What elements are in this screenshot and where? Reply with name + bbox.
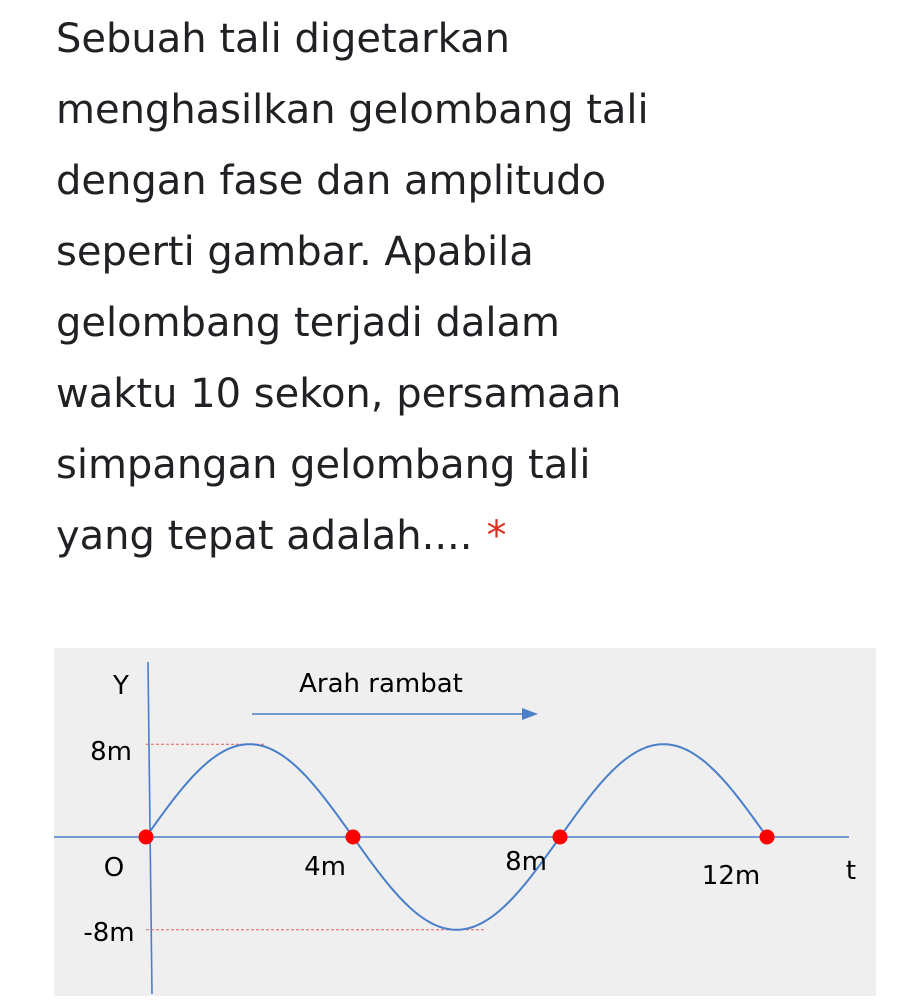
wave-node-point	[760, 830, 775, 845]
tick-label: 4m	[304, 852, 346, 882]
question-line: Sebuah tali digetarkan	[56, 16, 510, 62]
question-line: gelombang terjadi dalam	[56, 300, 560, 346]
wave-chart	[54, 648, 876, 996]
origin-label: O	[103, 853, 125, 883]
y-axis-label: Y	[113, 671, 129, 701]
question-line: menghasilkan gelombang tali	[56, 87, 649, 133]
wave-figure	[54, 648, 876, 996]
required-marker: *	[486, 513, 507, 559]
wave-node-point	[346, 830, 361, 845]
question-line: simpangan gelombang tali	[56, 442, 591, 488]
question-line: seperti gambar. Apabila	[56, 229, 534, 275]
question-text	[56, 4, 856, 572]
question-line: yang tepat adalah....	[56, 513, 473, 559]
direction-label: Arah rambat	[299, 669, 463, 699]
tick-label: 12m	[701, 861, 761, 891]
question-line: dengan fase dan amplitudo	[56, 158, 607, 204]
question-line: waktu 10 sekon, persamaan	[56, 371, 622, 417]
amplitude-negative-label: -8m	[83, 918, 135, 948]
amplitude-positive-label: 8m	[90, 737, 132, 767]
x-axis-label: t	[845, 856, 857, 886]
figure-background	[54, 648, 876, 996]
tick-label: 8m	[505, 847, 547, 877]
wave-node-point	[139, 830, 154, 845]
wave-node-point	[553, 830, 568, 845]
question-line-last	[56, 501, 856, 572]
